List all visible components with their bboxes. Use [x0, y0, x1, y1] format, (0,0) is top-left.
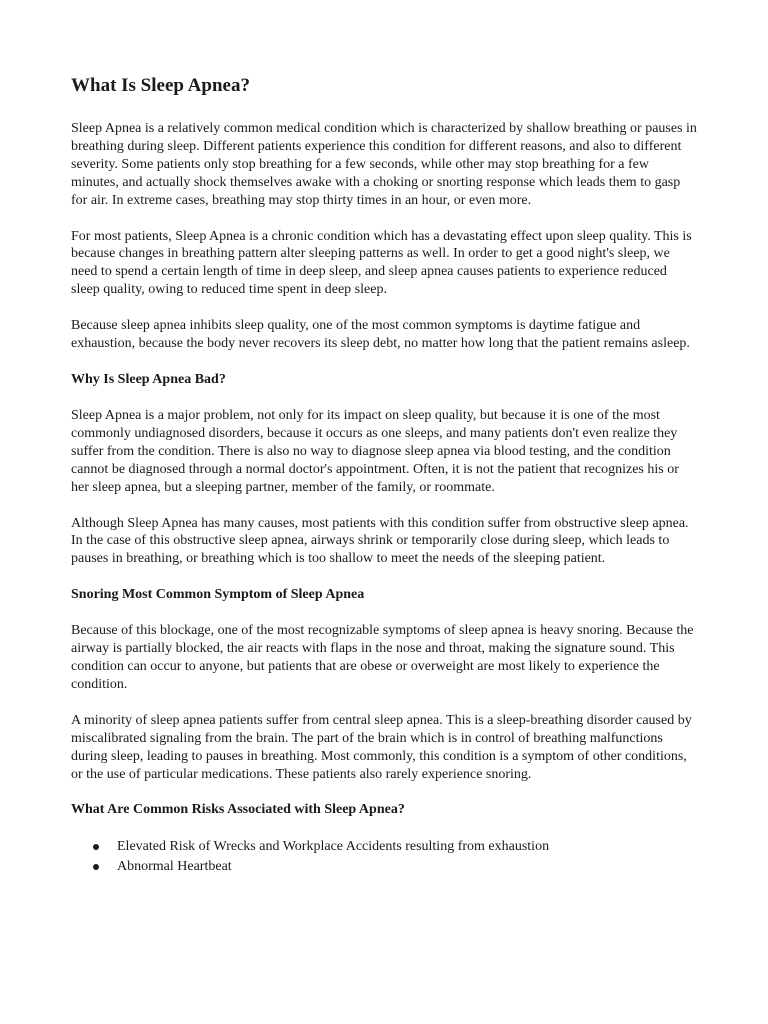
section-heading-why: Why Is Sleep Apnea Bad?: [71, 371, 226, 387]
why-paragraph-2: Although Sleep Apnea has many causes, most patients with this condition suffer from obstructive sleep apnea. In the case of this obstructive sleep apnea, airways shrink or temporarily close during sleep, which leads to pauses in breathing, or breathing which is too shallow to meet the needs of the sleeping patient.: [71, 515, 689, 567]
intro-paragraph-1: Sleep Apnea is a relatively common medical condition which is characterized by shallow breathing or pauses in breathing during sleep. Different patients experience this condition for different reasons, and also to different severity. Some patients only stop breathing for a few seconds, while other may stop breathing for a few minutes, and actually shock themselves awake with a choking or snorting response which leads them to gasp for air. In extreme cases, breathing may stop thirty times in an hour, or even more.: [71, 121, 697, 208]
snoring-paragraph-2: A minority of sleep apnea patients suffer from central sleep apnea. This is a sleep-breathing disorder caused by miscalibrated signaling from the brain. The part of the brain which is in control of breathing malfunctions during sleep, leading to pauses in breathing. Most commonly, this condition is a symptom of other conditions, or the use of particular medications. These patients also rarely experience snoring.: [71, 712, 692, 782]
snoring-paragraph-1: Because of this blockage, one of the most recognizable symptoms of sleep apnea is heavy snoring. Because the airway is partially blocked, the air reacts with flaps in the nose and throat, making the signature sound. This condition can occur to anyone, but patients that are obese or overweight are most likely to experience the condition.: [71, 623, 694, 692]
intro-paragraph-3: Because sleep apnea inhibits sleep quality, one of the most common symptoms is daytime fatigue and exhaustion, because the body never recovers its sleep debt, no matter how long that the patient remains asleep.: [71, 318, 690, 352]
list-item-text: Abnormal Heartbeat: [117, 859, 232, 875]
intro-paragraph-2: For most patients, Sleep Apnea is a chronic condition which has a devastating effect upon sleep quality. This is because changes in breathing pattern alter sleeping patterns as well. In order to get a good night's sleep, we need to spend a certain length of time in deep sleep, and sleep apnea causes patients to experience reduced sleep quality, owing to reduced time spent in deep sleep.: [71, 228, 692, 298]
document-page: [71, 74, 697, 877]
section-heading-snoring: Snoring Most Common Symptom of Sleep Apnea: [71, 587, 365, 603]
risks-list: [71, 837, 697, 877]
list-item: [117, 857, 697, 877]
bullet-icon: [93, 864, 99, 870]
document-title: What Is Sleep Apnea?: [71, 75, 250, 96]
section-heading-risks: What Are Common Risks Associated with Sleep Apnea?: [71, 802, 405, 818]
why-paragraph-1: Sleep Apnea is a major problem, not only for its impact on sleep quality, but because it is one of the most commonly undiagnosed disorders, because it occurs as one sleeps, and many patients don't even realize they suffer from the condition. There is also no way to diagnose sleep apnea via blood testing, and the condition cannot be diagnosed through a normal doctor's appointment. Often, it is not the patient that recognizes his or her sleep apnea, but a sleeping partner, member of the family, or roommate.: [71, 407, 679, 495]
list-item-text: Elevated Risk of Wrecks and Workplace Accidents resulting from exhaustion: [117, 839, 550, 855]
bullet-icon: [93, 844, 99, 850]
list-item: [117, 837, 697, 857]
